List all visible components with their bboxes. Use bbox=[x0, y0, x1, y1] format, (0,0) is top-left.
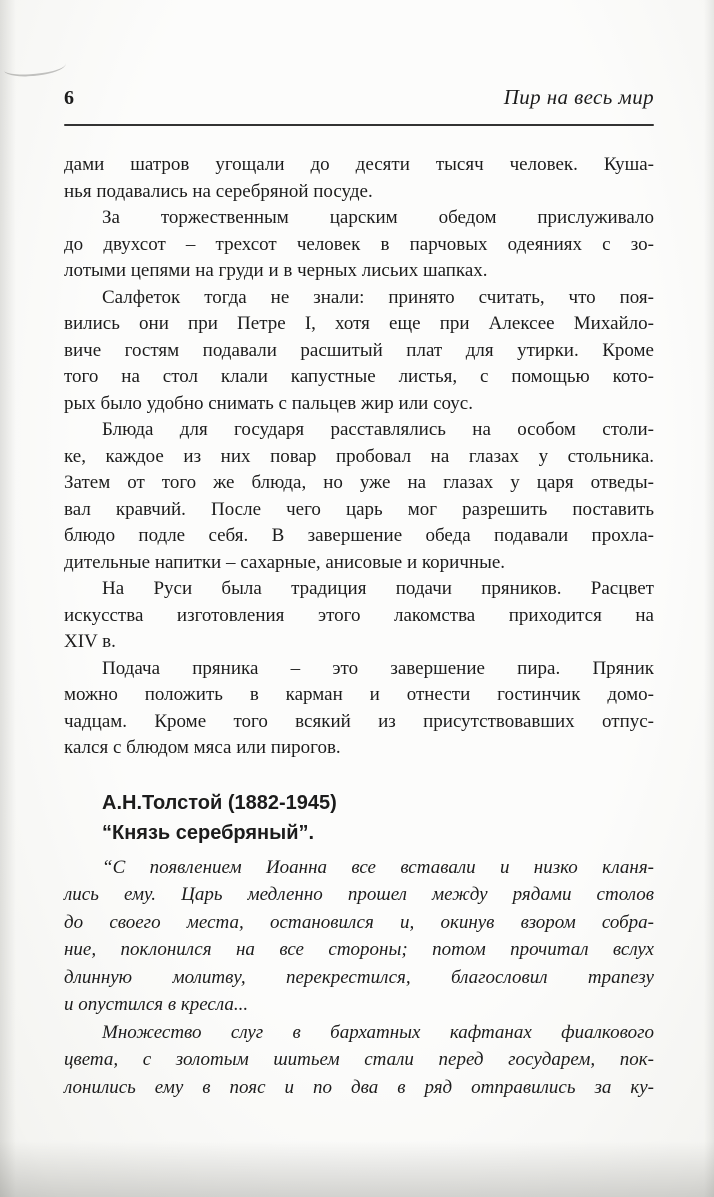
paragraph bbox=[64, 205, 654, 285]
paragraph bbox=[64, 417, 654, 576]
text-line: Множество слуг в бархатных кафтанах фиалкового bbox=[102, 1021, 654, 1043]
text-line: вал кравчий. После чего царь мог разрешить поставить bbox=[64, 498, 654, 520]
text-line: Подача пряника – это завершение пира. Пряник bbox=[102, 657, 654, 679]
text-line: блюдо подле себя. В завершение обеда подавали прохла- bbox=[64, 525, 654, 546]
text-line: чадцам. Кроме того всякий из присутствовавших отпус- bbox=[64, 710, 654, 732]
text-line: и опустился в кресла... bbox=[64, 994, 249, 1015]
text-line: до своего места, остановился и, окинув взором собра- bbox=[64, 911, 654, 933]
text-line: дительные напитки – сахарные, анисовые и коричные. bbox=[64, 551, 506, 573]
paragraph bbox=[64, 285, 654, 418]
text-line: ние, поклонился на все стороны; потом прочитал вслух bbox=[64, 939, 654, 960]
text-line: можно положить в карман и отнести гостинчик домо- bbox=[64, 684, 654, 705]
header-rule bbox=[64, 124, 654, 126]
scan-artifact-curve bbox=[4, 56, 67, 77]
text-line: лонились ему в пояс и по два в ряд отправились за ку- bbox=[64, 1076, 654, 1098]
running-title: Пир на весь мир bbox=[503, 85, 654, 109]
page-number: 6 bbox=[64, 87, 74, 109]
text-line: Затем от того же блюда, но уже на глазах у царя отведы- bbox=[64, 472, 654, 493]
page-header bbox=[64, 84, 654, 111]
section-heading bbox=[64, 788, 654, 848]
text-line: до двухсот – трехсот человек в парчовых одеяниях с зо- bbox=[64, 233, 654, 255]
text-line: лотыми цепями на груди и в черных лисьих шапках. bbox=[64, 260, 488, 281]
text-line: “С появлением Иоанна все вставали и низко кланя- bbox=[102, 856, 654, 878]
page-shadow-right bbox=[704, 0, 714, 1197]
text-line: На Руси была традиция подачи пряников. Расцвет bbox=[102, 578, 654, 599]
text-line: А.Н.Толстой (1882-1945) bbox=[102, 791, 337, 814]
page-shadow-bottom bbox=[0, 1141, 714, 1197]
text-line: дами шатров угощали до десяти тысяч человек. Куша- bbox=[64, 154, 654, 175]
text-line: вились они при Петре I, хотя еще при Алексее Михайло- bbox=[64, 313, 654, 334]
text-line: длинную молитву, перекрестился, благословил трапезу bbox=[64, 966, 654, 988]
text-line: искусства изготовления этого лакомства приходится на bbox=[64, 604, 654, 626]
text-line: Блюда для государя расставлялись на особом столи- bbox=[102, 419, 654, 440]
text-line: ке, каждое из них повар пробовал на глазах у стольника. bbox=[64, 445, 654, 467]
paragraph bbox=[64, 656, 654, 762]
text-line: XIV в. bbox=[64, 631, 116, 652]
paragraph bbox=[64, 854, 654, 1019]
text-line: того на стол клали капустные листья, с помощью кото- bbox=[64, 366, 654, 387]
text-line: “Князь серебряный”. bbox=[102, 821, 315, 844]
text-line: нья подавались на серебряной посуде. bbox=[64, 180, 373, 202]
text-line: рых было удобно снимать с пальцев жир или соус. bbox=[64, 392, 473, 414]
paragraph bbox=[64, 152, 654, 205]
paragraph bbox=[64, 1019, 654, 1102]
page-shadow-left bbox=[0, 0, 16, 1197]
text-line: виче гостям подавали расшитый плат для утирки. Кроме bbox=[64, 339, 654, 361]
text-line: цвета, с золотым шитьем стали перед государем, пок- bbox=[64, 1049, 654, 1070]
text-line: За торжественным царским обедом прислуживало bbox=[102, 207, 654, 228]
text-line: кался с блюдом мяса или пирогов. bbox=[64, 737, 341, 758]
text-block bbox=[64, 152, 654, 1101]
text-line: Салфеток тогда не знали: принято считать, что поя- bbox=[102, 286, 654, 308]
paragraph bbox=[64, 576, 654, 656]
text-line: лись ему. Царь медленно прошел между рядами столов bbox=[64, 884, 654, 905]
